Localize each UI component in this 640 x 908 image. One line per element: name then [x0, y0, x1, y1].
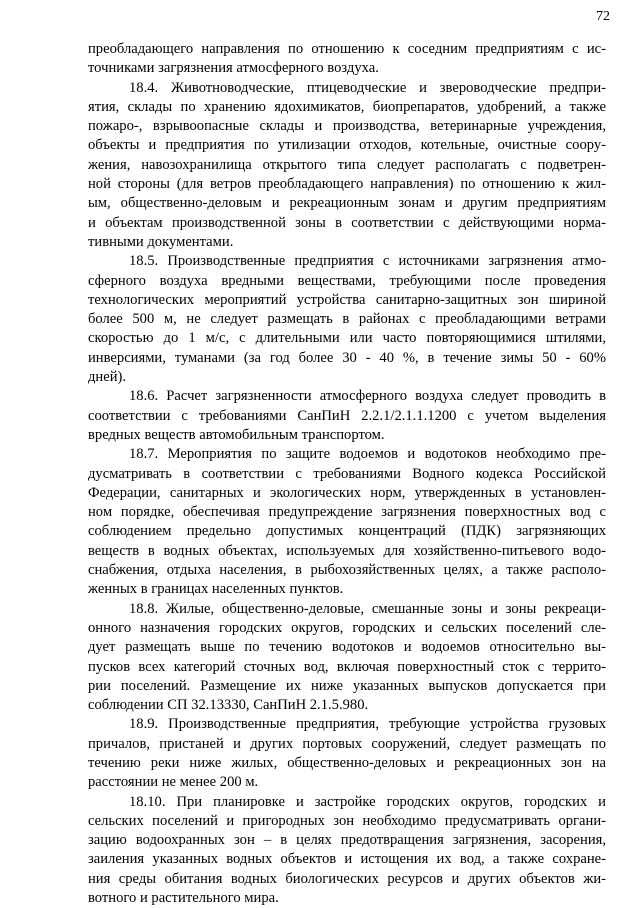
- text-line: женных в границах населенных пунктов.: [88, 581, 344, 598]
- paragraph-18-9: [88, 715, 606, 792]
- text-line: ым, общественно-деловым и рекреационным зонам и другим предприятиям: [88, 195, 606, 212]
- text-line: инверсиями, туманами (за год более 30 - 40 %, в течение зимы 50 - 60%: [88, 349, 606, 366]
- paragraph-18-6: [88, 387, 606, 445]
- text-line: течению реки ниже жилых, общественно-деловых и рекреационных зон на: [88, 754, 606, 771]
- text-line: расстоянии не менее 200 м.: [88, 774, 259, 791]
- text-line: ния среды обитания водных биологических ресурсов и других объектов жи-: [88, 870, 606, 887]
- text-line: онного назначения городских округов, городских и сельских поселений сле-: [88, 619, 606, 636]
- text-line: более 500 м, не следует размещать в районах с преобладающими ветрами: [88, 311, 606, 328]
- text-line: жения, навозохранилища открытого типа следует располагать с подветрен-: [88, 156, 606, 173]
- text-line: дней).: [88, 369, 127, 386]
- paragraph-18-8: [88, 600, 606, 716]
- text-line: сельских поселений и пригородных зон необходимо предусматривать органи-: [88, 812, 606, 829]
- paragraph-18-5: [88, 252, 606, 387]
- text-line: причалов, пристаней и других портовых сооружений, следует размещать по: [88, 735, 606, 752]
- paragraph-18-4: [88, 79, 606, 253]
- text-line: вотного и растительного мира.: [88, 890, 279, 907]
- text-line: сферного воздуха вредными веществами, требующими после проведения: [88, 272, 606, 289]
- text-line: ной стороны (для ветров преобладающего направления) по отношению к жил-: [88, 176, 606, 193]
- text-line: дусматривать в соответствии с требованиями Водного кодекса Российской: [88, 465, 606, 482]
- text-line: и объектам производственной зоны в соответствии с действующими норма-: [88, 214, 606, 231]
- paragraph-18-10: [88, 793, 606, 908]
- text-line: 18.7. Мероприятия по защите водоемов и водотоков необходимо пре-: [129, 446, 606, 463]
- text-line: соблюдении СП 32.13330, СанПиН 2.1.5.980.: [88, 697, 369, 714]
- page-number: 72: [596, 9, 610, 24]
- text-line: Федерации, санитарных и экологических норм, утвержденных в установлен-: [88, 484, 606, 501]
- text-line: 18.4. Животноводческие, птицеводческие и звероводческие предпри-: [129, 79, 606, 96]
- text-line: тивными документами.: [88, 233, 234, 250]
- text-line: 18.5. Производственные предприятия с источниками загрязнения атмо-: [129, 253, 606, 270]
- text-line: дует размещать выше по течению водотоков и водоемов относительно вы-: [88, 639, 606, 656]
- text-line: ном порядке, обеспечивая предупреждение загрязнения поверхностных вод с: [88, 504, 606, 521]
- text-line: вредных веществ автомобильным транспортом.: [88, 426, 385, 443]
- text-line: веществ в водных объектах, используемых для хозяйственно-питьевого водо-: [88, 542, 606, 559]
- paragraph-18-7: [88, 445, 606, 599]
- text-line: пусков всех категорий сточных вод, включая поверхностный сток с террито-: [88, 658, 606, 675]
- text-line: 18.6. Расчет загрязненности атмосферного воздуха следует проводить в: [129, 388, 606, 405]
- text-line: объекты и предприятия по утилизации отходов, котельные, очистные соору-: [88, 137, 606, 154]
- text-line: заиления указанных водных объектов и истощения их вод, а также сохране-: [88, 851, 606, 868]
- text-line: снабжения, отдыха населения, в рыбохозяйственных целях, а также располо-: [88, 562, 606, 579]
- text-line: 18.8. Жилые, общественно-деловые, смешанные зоны и зоны рекреаци-: [129, 600, 606, 617]
- text-line: преобладающего направления по отношению к соседним предприятиям с ис-: [88, 41, 606, 57]
- text-line: 18.9. Производственные предприятия, требующие устройства грузовых: [129, 716, 606, 733]
- text-line: пожаро-, взрывоопасные склады и производства, ветеринарные учреждения,: [88, 118, 606, 135]
- paragraph-continuation: [88, 40, 606, 79]
- text-line: точниками загрязнения атмосферного воздуха.: [88, 60, 379, 77]
- text-line: 18.10. При планировке и застройке городских округов, городских и: [129, 793, 606, 810]
- text-line: скоростью до 1 м/с, с длительными или часто повторяющимися штилями,: [88, 330, 606, 347]
- document-body: [88, 40, 606, 908]
- text-line: соответствии с требованиями СанПиН 2.2.1/2.1.1.1200 с учетом выделения: [88, 407, 606, 424]
- text-line: рии поселений. Размещение их ниже указанных выпусков допускается при: [88, 677, 606, 694]
- text-line: соблюдением предельно допустимых концентраций (ПДК) загрязняющих: [88, 523, 606, 540]
- text-line: технологических мероприятий устройства санитарно-защитных зон шириной: [88, 291, 606, 308]
- text-line: ятия, склады по хранению ядохимикатов, биопрепаратов, удобрений, а также: [88, 98, 606, 115]
- text-line: зацию водоохранных зон – в целях предотвращения загрязнения, засорения,: [88, 832, 606, 849]
